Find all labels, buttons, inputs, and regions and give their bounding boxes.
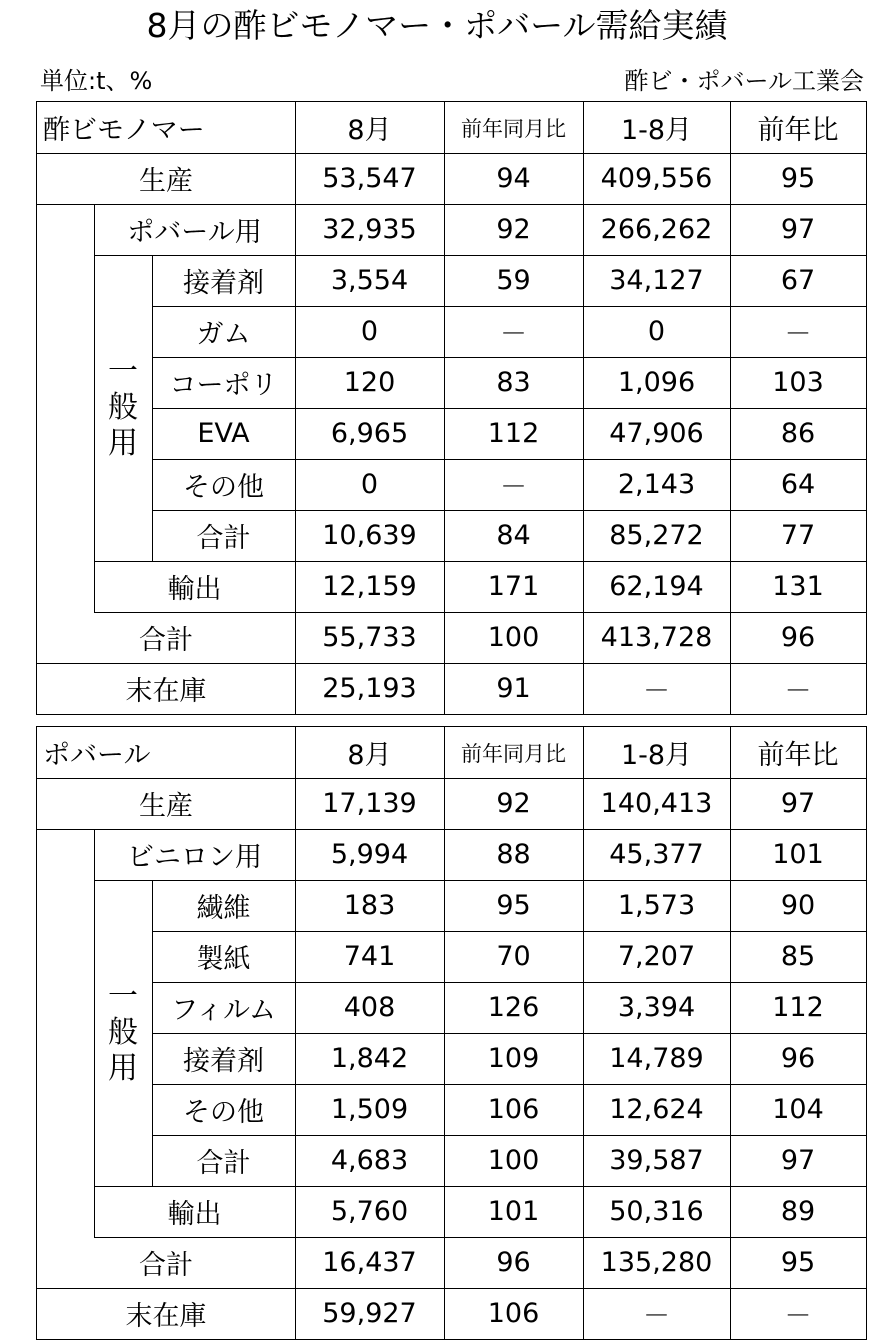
vam-row-value: 25,193 bbox=[322, 673, 417, 704]
pva-row-value: 183 bbox=[343, 890, 396, 921]
vam-row-value: 0 bbox=[647, 316, 666, 347]
pva-row-value: － bbox=[643, 1301, 670, 1332]
pva-row-value: 16,437 bbox=[322, 1247, 417, 1278]
pva-row-label: 製紙 bbox=[196, 944, 251, 975]
pva-row-value: 5,760 bbox=[330, 1196, 409, 1227]
col-ytd: 1-8月 bbox=[620, 740, 693, 771]
vam-row-label: ポバール用 bbox=[127, 217, 262, 248]
vam-row-value: 96 bbox=[780, 622, 816, 653]
pva-row-value: 741 bbox=[343, 941, 396, 972]
vam-row-label: 生産 bbox=[139, 166, 193, 197]
pva-row-value: 100 bbox=[487, 1145, 540, 1176]
pva-row-value: － bbox=[784, 1301, 812, 1332]
association-name: 酢ビ・ポバール工業会 bbox=[624, 67, 864, 95]
pva-row-label: 繊維 bbox=[196, 893, 251, 924]
vam-row-value: 10,639 bbox=[322, 520, 417, 551]
vam-row-label: EVA bbox=[197, 418, 250, 449]
vam-row-value: 112 bbox=[487, 418, 540, 449]
pva-row-label: 合計 bbox=[139, 1250, 193, 1281]
col-month: 8月 bbox=[347, 740, 392, 771]
vam-row-value: 83 bbox=[496, 367, 531, 398]
pva-row-value: 88 bbox=[496, 839, 531, 870]
pva-row-value: 96 bbox=[496, 1247, 531, 1278]
vam-row-value: 59 bbox=[496, 265, 531, 296]
vam-row-label: ガム bbox=[196, 319, 251, 350]
pva-row-value: 95 bbox=[780, 1247, 816, 1278]
col-yoy-month: 前年同月比 bbox=[461, 741, 566, 766]
vam-row-value: － bbox=[500, 472, 527, 503]
vam-row-value: 413,728 bbox=[600, 622, 713, 653]
pva-row-label: ビニロン用 bbox=[127, 842, 262, 873]
pva-row-value: 101 bbox=[772, 839, 824, 870]
vam-row-label: コーポリ bbox=[169, 370, 278, 401]
vam-row-label: その他 bbox=[183, 472, 264, 503]
vam-row-value: 32,935 bbox=[322, 214, 417, 245]
vam-table bbox=[36, 101, 867, 715]
pva-row-value: 408 bbox=[343, 992, 396, 1023]
vam-row-value: 6,965 bbox=[330, 418, 409, 449]
pva-row-value: 50,316 bbox=[609, 1196, 704, 1227]
pva-row-value: 1,509 bbox=[330, 1094, 409, 1125]
pva-row-value: 92 bbox=[496, 788, 531, 819]
vam-row-value: 266,262 bbox=[600, 214, 713, 245]
vam-row-value: － bbox=[784, 676, 812, 707]
col-month: 8月 bbox=[347, 115, 392, 146]
pva-row-label: 合計 bbox=[196, 1148, 251, 1179]
vam-row-value: 131 bbox=[772, 571, 824, 602]
vam-row-value: 86 bbox=[780, 418, 816, 449]
pva-row-value: 45,377 bbox=[609, 839, 704, 870]
pva-row-value: 96 bbox=[780, 1043, 816, 1074]
pva-row-value: 90 bbox=[780, 890, 816, 921]
vam-row-value: 64 bbox=[780, 469, 816, 500]
pva-row-value: 109 bbox=[487, 1043, 540, 1074]
pva-row-value: 97 bbox=[780, 788, 816, 819]
pva-row-value: 39,587 bbox=[609, 1145, 704, 1176]
vam-row-value: 95 bbox=[780, 163, 816, 194]
pva-row-value: 7,207 bbox=[617, 941, 696, 972]
vam-row-value: 62,194 bbox=[609, 571, 704, 602]
pva-row-label: フィルム bbox=[171, 995, 276, 1026]
vam-row-value: 12,159 bbox=[322, 571, 417, 602]
vam-row-value: 53,547 bbox=[322, 163, 417, 194]
pva-row-value: 3,394 bbox=[617, 992, 696, 1023]
pva-row-value: 135,280 bbox=[600, 1247, 713, 1278]
vam-row-value: 409,556 bbox=[600, 163, 713, 194]
vam-row-value: 100 bbox=[487, 622, 540, 653]
vam-row-value: 97 bbox=[780, 214, 816, 245]
vam-row-value: 47,906 bbox=[609, 418, 704, 449]
pva-row-value: 5,994 bbox=[330, 839, 409, 870]
pva-row-value: 1,842 bbox=[330, 1043, 409, 1074]
col-yoy: 前年比 bbox=[757, 740, 839, 771]
vam-header: 酢ビモノマー bbox=[43, 115, 205, 146]
vam-row-value: 3,554 bbox=[330, 265, 409, 296]
col-ytd: 1-8月 bbox=[620, 115, 693, 146]
vam-row-label: 輸出 bbox=[167, 574, 222, 605]
vam-row-label: 末在庫 bbox=[125, 676, 207, 707]
vam-row-value: 67 bbox=[780, 265, 816, 296]
pva-row-value: 101 bbox=[487, 1196, 540, 1227]
pva-row-label: その他 bbox=[183, 1097, 264, 1128]
vam-row-value: 1,096 bbox=[617, 367, 696, 398]
vam-row-value: 103 bbox=[772, 367, 824, 398]
vam-row-value: 92 bbox=[496, 214, 531, 245]
vam-row-label: 合計 bbox=[196, 523, 251, 554]
vam-row-value: 55,733 bbox=[322, 622, 417, 653]
vam-row-value: － bbox=[500, 319, 527, 350]
pva-row-value: 89 bbox=[780, 1196, 816, 1227]
pva-row-value: 70 bbox=[496, 941, 531, 972]
col-yoy: 前年比 bbox=[757, 115, 839, 146]
pva-row-value: 85 bbox=[780, 941, 816, 972]
unit-note: 単位:t、% bbox=[40, 67, 153, 95]
vam-row-value: 94 bbox=[496, 163, 531, 194]
pva-row-value: 95 bbox=[496, 890, 531, 921]
vam-row-value: 0 bbox=[360, 316, 379, 347]
pva-row-label: 末在庫 bbox=[125, 1301, 207, 1332]
vam-row-label: 合計 bbox=[139, 625, 193, 656]
pva-row-value: 59,927 bbox=[322, 1298, 417, 1329]
pva-row-value: 4,683 bbox=[330, 1145, 409, 1176]
pva-row-label: 接着剤 bbox=[183, 1046, 264, 1077]
pva-row-value: 106 bbox=[487, 1094, 540, 1125]
pva-table bbox=[36, 726, 867, 1340]
vam-row-value: 77 bbox=[780, 520, 816, 551]
vam-row-value: 84 bbox=[496, 520, 531, 551]
vam-row-value: 2,143 bbox=[617, 469, 696, 500]
pva-row-value: 17,139 bbox=[322, 788, 417, 819]
pva-row-value: 1,573 bbox=[617, 890, 696, 921]
pva-row-value: 97 bbox=[780, 1145, 816, 1176]
pva-row-value: 12,624 bbox=[609, 1094, 704, 1125]
vam-row-value: － bbox=[784, 319, 812, 350]
vam-general-label: 一 般 用 bbox=[108, 354, 138, 461]
vam-row-value: 120 bbox=[343, 367, 396, 398]
pva-row-label: 輸出 bbox=[167, 1199, 222, 1230]
vam-row-label: 接着剤 bbox=[183, 268, 264, 299]
vam-row-value: － bbox=[643, 676, 670, 707]
vam-row-value: 171 bbox=[487, 571, 540, 602]
pva-general-label: 一 般 用 bbox=[108, 979, 138, 1086]
pva-row-value: 112 bbox=[772, 992, 824, 1023]
vam-row-value: 34,127 bbox=[609, 265, 704, 296]
pva-row-label: 生産 bbox=[139, 791, 193, 822]
pva-row-value: 126 bbox=[487, 992, 540, 1023]
vam-row-value: 0 bbox=[360, 469, 379, 500]
page-title: 8月の酢ビモノマー・ポバール需給実績 bbox=[146, 6, 728, 45]
vam-row-value: 85,272 bbox=[609, 520, 704, 551]
pva-row-value: 104 bbox=[772, 1094, 824, 1125]
pva-row-value: 140,413 bbox=[600, 788, 713, 819]
pva-row-value: 14,789 bbox=[609, 1043, 704, 1074]
vam-row-value: 91 bbox=[496, 673, 531, 704]
pva-row-value: 106 bbox=[487, 1298, 540, 1329]
col-yoy-month: 前年同月比 bbox=[461, 116, 566, 141]
pva-header: ポバール bbox=[43, 740, 151, 771]
